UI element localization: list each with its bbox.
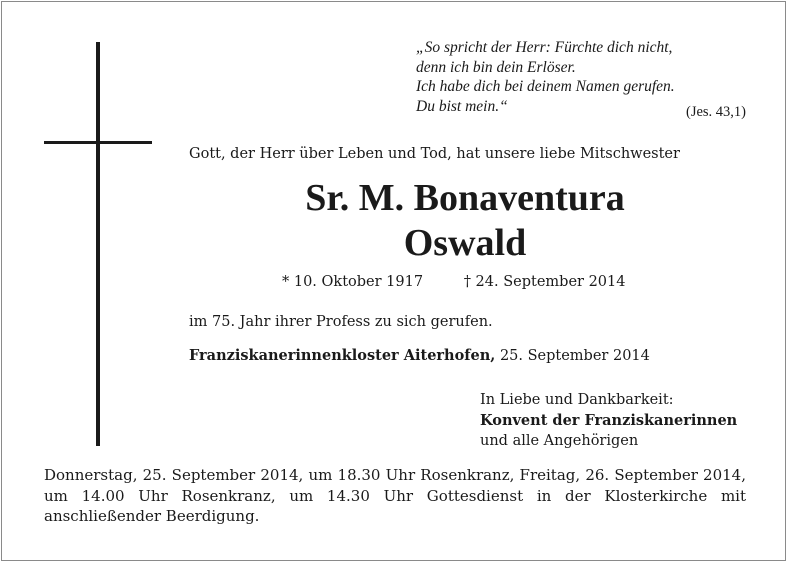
- quote-reference: (Jes. 43,1): [685, 104, 746, 120]
- closing-line: und alle Angehörigen: [480, 433, 639, 449]
- birth-date: * 10. Oktober 1917: [282, 274, 424, 290]
- quote-line: Du bist mein.“: [416, 97, 508, 115]
- quote-line: Ich habe dich bei deinem Namen gerufen.: [416, 78, 675, 95]
- quote-line: denn ich bin dein Erlöser.: [416, 58, 576, 76]
- intro-text: Gott, der Herr über Leben und Tod, hat unsere liebe Mitschwester: [189, 146, 680, 162]
- life-dates: [282, 272, 625, 292]
- deceased-name-line1: Sr. M. Bonaventura: [305, 177, 625, 219]
- cross-vertical-bar: [96, 42, 100, 446]
- place-and-date: [189, 346, 650, 366]
- place-name: Franziskanerinnenkloster Aiterhofen,: [189, 347, 496, 364]
- funeral-details: Donnerstag, 25. September 2014, um 18.30 Uhr Rosenkranz, Freitag, 26. September 2014, um 14.00 Uhr Rosenkranz, um 14.30 Uhr Gottesdienst in der Klosterkirche mit anschließender Beerdigung.: [44, 466, 746, 525]
- quote-line: „So spricht der Herr: Fürchte dich nicht,: [416, 39, 673, 56]
- death-date: † 24. September 2014: [463, 274, 626, 290]
- profess-text: im 75. Jahr ihrer Profess zu sich gerufen.: [189, 314, 493, 330]
- cross-horizontal-bar: [44, 141, 152, 144]
- closing-convent: Konvent der Franziskanerinnen: [480, 411, 738, 429]
- closing-signature: [480, 390, 737, 452]
- closing-line: In Liebe und Dankbarkeit:: [480, 392, 674, 408]
- place-date: 25. September 2014: [499, 348, 650, 364]
- deceased-name-line2: Oswald: [403, 222, 527, 264]
